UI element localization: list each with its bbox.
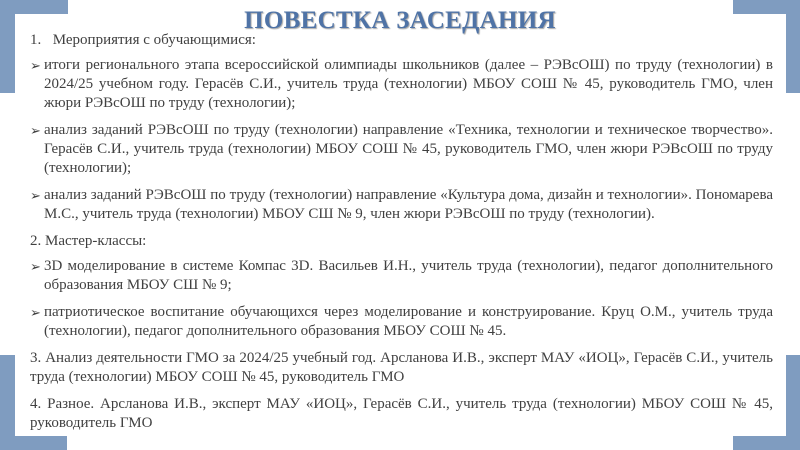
section-4-item: 4. Разное. Арсланова И.В., эксперт МАУ «ИОЦ», Герасёв С.И., учитель труда (технологии) МБОУ СОШ № 45, руководитель ГМО	[30, 396, 773, 431]
section-2-title: Мастер-классы:	[45, 233, 147, 249]
arrowhead-bullet-icon: ➢	[30, 58, 41, 73]
list-item	[30, 56, 773, 113]
arrowhead-bullet-icon: ➢	[30, 123, 41, 138]
list-item	[30, 186, 773, 224]
list-item	[30, 121, 773, 178]
section-2-number: 2.	[30, 233, 42, 249]
list-item-text: анализ заданий РЭВсОШ по труду (технологии) направление «Культура дома, дизайн и технологии». Пономарева М.С., учитель труда (технологии) МБОУ СШ № 9, член жюри РЭВсОШ по труду (технологии).	[44, 187, 773, 222]
arrowhead-bullet-icon: ➢	[30, 188, 41, 203]
section-1-number: 1.	[30, 32, 42, 48]
section-1-heading	[30, 31, 773, 50]
arrowhead-bullet-icon: ➢	[30, 259, 41, 274]
list-item	[30, 303, 773, 341]
arrowhead-bullet-icon: ➢	[30, 305, 41, 320]
list-item-text: 3D моделирование в системе Компас 3D. Васильев И.Н., учитель труда (технологии), педагог дополнительного образования МБОУ СШ № 9;	[44, 258, 773, 293]
section-2-heading	[30, 232, 773, 251]
section-1-title: Мероприятия с обучающимися:	[52, 32, 256, 48]
list-item-text: анализ заданий РЭВсОШ по труду (технологии) направление «Техника, технологии и техническое творчество». Герасёв С.И., учитель труда (технологии) МБОУ СОШ № 45, руководитель ГМО, член жюри РЭВсОШ по труду (технологии);	[44, 122, 773, 176]
list-item-text: патриотическое воспитание обучающихся через моделирование и конструирование. Круц О.М., учитель труда (технологии), педагог дополнительного образования МБОУ СОШ № 45.	[44, 304, 773, 339]
slide-title: ПОВЕСТКА ЗАСЕДАНИЯ	[244, 7, 556, 34]
list-item-text: итоги регионального этапа всероссийской олимпиады школьников (далее – РЭВсОШ) по труду (технологии) в 2024/25 учебном году. Герасёв С.И., учитель труда (технологии) МБОУ СОШ № 45, руководитель ГМО, член жюри РЭВсОШ по труду (технологии);	[44, 57, 773, 111]
section-3-item: 3. Анализ деятельности ГМО за 2024/25 учебный год. Арсланова И.В., эксперт МАУ «ИОЦ», Герасёв С.И., учитель труда (технологии) МБОУ СОШ № 45, руководитель ГМО	[30, 350, 773, 385]
list-item	[30, 257, 773, 295]
agenda-content	[30, 31, 773, 441]
